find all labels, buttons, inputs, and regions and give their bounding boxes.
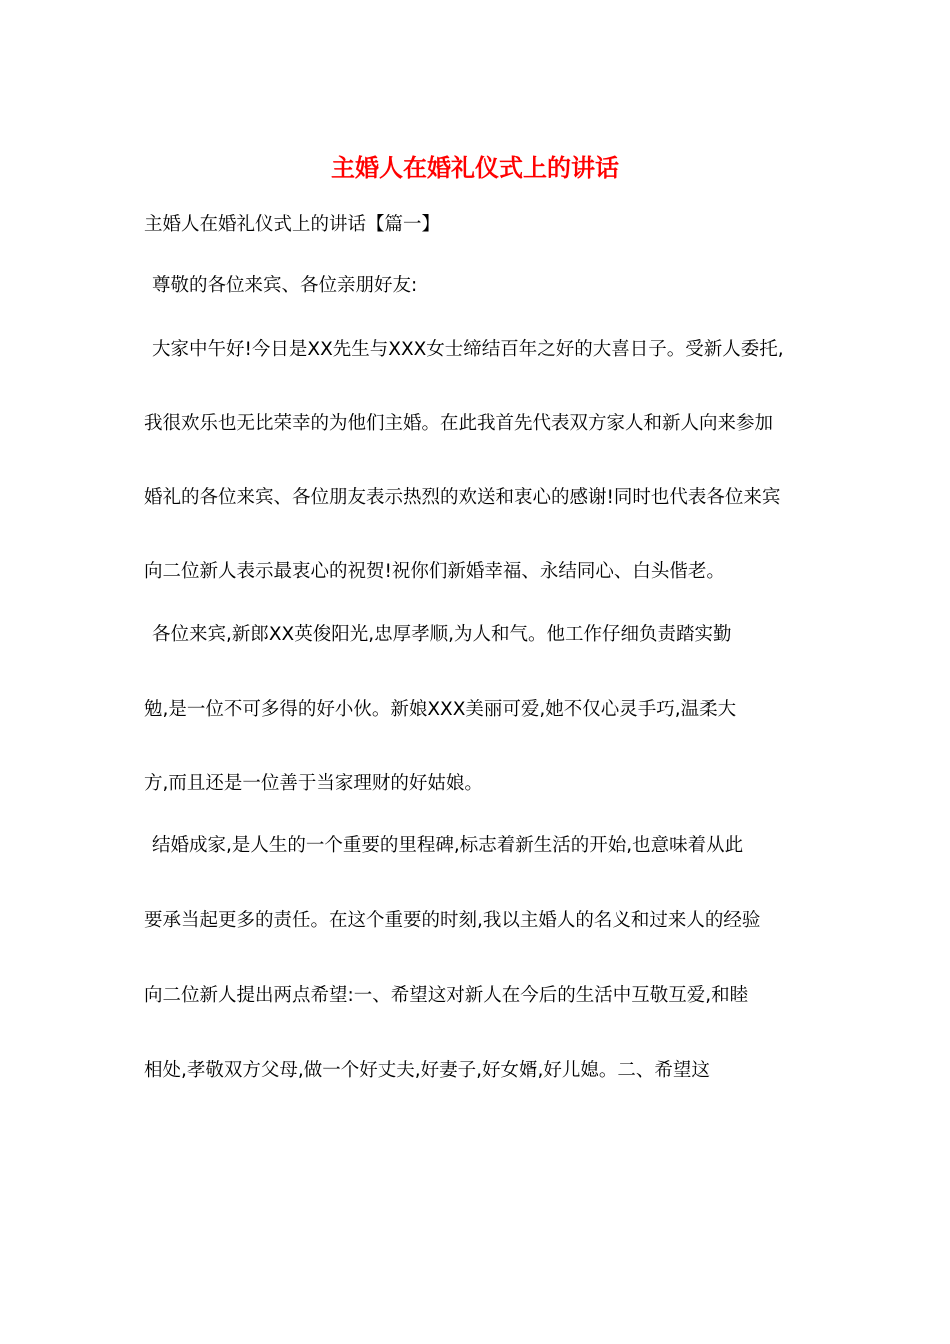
text-line: 尊敬的各位来宾、各位亲朋好友: bbox=[152, 275, 418, 296]
text-line: 相处,孝敬双方父母,做一个好丈夫,好妻子,好女婿,好儿媳。二、希望这 bbox=[144, 1060, 710, 1081]
section-heading: 主婚人在婚礼仪式上的讲话【篇一】 bbox=[144, 214, 441, 235]
text-line: 结婚成家,是人生的一个重要的里程碑,标志着新生活的开始,也意味着从此 bbox=[152, 835, 744, 856]
text-line: 要承当起更多的责任。在这个重要的时刻,我以主婚人的名义和过来人的经验 bbox=[144, 910, 761, 931]
text-line: 我很欢乐也无比荣幸的为他们主婚。在此我首先代表双方家人和新人向来参加 bbox=[144, 413, 774, 434]
text-line: 向二位新人提出两点希望:一、希望这对新人在今后的生活中互敬互爱,和睦 bbox=[144, 985, 749, 1006]
document-title: 主婚人在婚礼仪式上的讲话 bbox=[331, 153, 619, 182]
text-line: 勉,是一位不可多得的好小伙。新娘XXX美丽可爱,她不仅心灵手巧,温柔大 bbox=[144, 699, 737, 720]
text-line: 各位来宾,新郎XX英俊阳光,忠厚孝顺,为人和气。他工作仔细负责踏实勤 bbox=[152, 624, 732, 645]
text-line: 婚礼的各位来宾、各位朋友表示热烈的欢送和衷心的感谢!同时也代表各位来宾 bbox=[144, 487, 781, 508]
text-line: 大家中午好!今日是XX先生与XXX女士缔结百年之好的大喜日子。受新人委托, bbox=[152, 339, 784, 360]
text-line: 方,而且还是一位善于当家理财的好姑娘。 bbox=[144, 773, 483, 794]
text-line: 向二位新人表示最衷心的祝贺!祝你们新婚幸福、永结同心、白头偕老。 bbox=[144, 561, 725, 582]
